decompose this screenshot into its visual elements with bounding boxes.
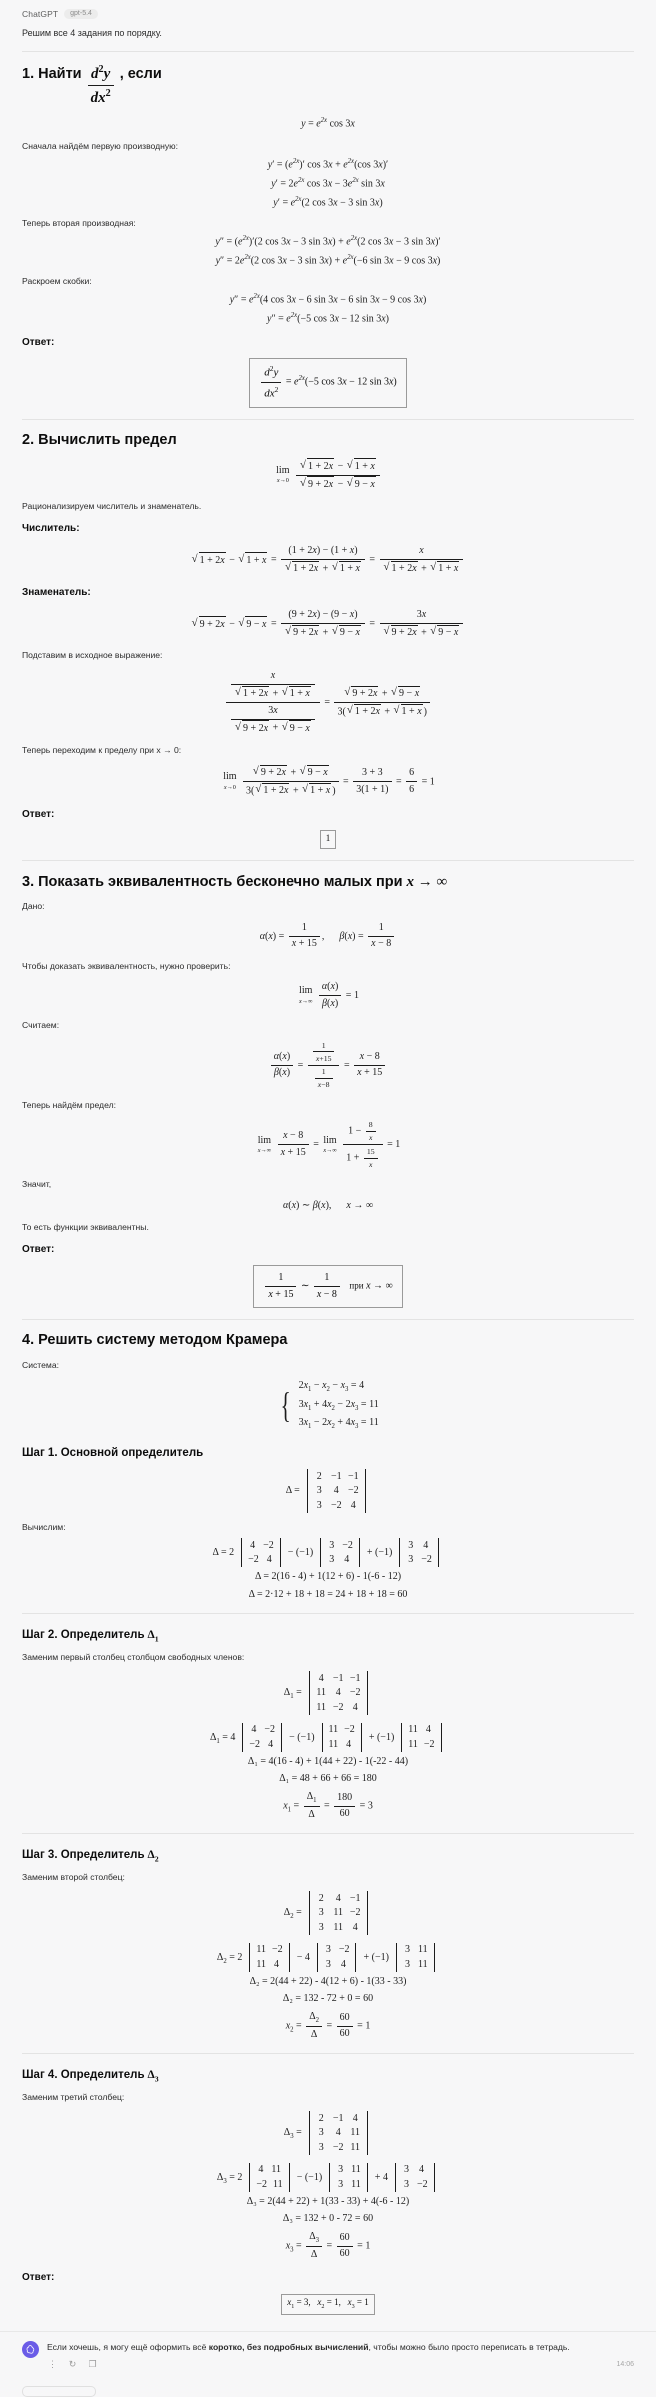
s4-delta2-matrix: $\Delta_2$ = 2 4 −1 3 11 −2 3 11 4 bbox=[22, 1891, 634, 1935]
s2-answer-label: Ответ: bbox=[22, 808, 55, 820]
s3-conclusion-label: То есть функции эквивалентны. bbox=[22, 1222, 149, 1233]
s3-compute-label: Считаем: bbox=[22, 1020, 60, 1031]
s2-answer-wrap bbox=[22, 830, 634, 849]
s1-expanded-b: $y'' = e^{2x}(-5$ cos 3x − 12 sin 3x) bbox=[266, 312, 390, 325]
s4-answer-label: Ответ: bbox=[22, 2272, 55, 2284]
message-timestamp: 14:06 bbox=[616, 2360, 634, 2368]
s4-step1-calc-label: Вычислим: bbox=[22, 1521, 66, 1532]
s3-equivalence-math: α(x) ∼ β(x), x → ∞ bbox=[283, 1199, 373, 1211]
s3-answer-box: $\frac{1}{x + 15}$ ∼ $\frac{1}{x - 8}$ при x → ∞ bbox=[253, 1265, 402, 1308]
matrix-delta bbox=[304, 1469, 369, 1513]
matrix-row bbox=[313, 2126, 364, 2141]
matrix-delta1 bbox=[306, 1671, 371, 1715]
matrix-row bbox=[311, 1469, 362, 1484]
matrix-row bbox=[313, 2111, 364, 2126]
composer-stub[interactable] bbox=[22, 2386, 96, 2397]
matrix-cell: 3 bbox=[316, 1499, 322, 1511]
s4-equation-3: $3x_1 - 2x_2 + 4x_3 = 11$ bbox=[298, 1416, 379, 1430]
footer-text-after: , чтобы можно было просто переписать в тетрадь. bbox=[368, 2341, 570, 2352]
s4-delta3-line2: Δ₃ = 132 + 0 - 72 = 60 bbox=[282, 2213, 374, 2225]
matrix-cell: 11 bbox=[333, 1907, 344, 1919]
regenerate-icon[interactable]: ↻ bbox=[68, 2359, 77, 2370]
matrix-cell: −1 bbox=[349, 1892, 361, 1904]
s1-answer-box: $\frac{d^2y}{dx^2}$ = $e^{2x}(-5$ cos 3x − 12 sin 3x) bbox=[249, 358, 407, 407]
s4-step2-heading: Шаг 2. Определитель $\Delta_1$ bbox=[22, 1629, 159, 1644]
s3-ratio-math: $\frac{\alpha(x)}{\beta(x)}$ = $\frac{\frac{1}{x+15}}{\frac{1}{x-8}}$ = $\frac{x - 8}{x + 15}$ bbox=[22, 1040, 634, 1091]
message-author: ChatGPT bbox=[22, 9, 59, 19]
s2-numerator-label: Числитель: bbox=[22, 522, 80, 534]
s4-step1-heading: Шаг 1. Основной определитель bbox=[22, 1446, 204, 1459]
s4-delta-line1: Δ = 2(16 - 4) + 1(12 + 6) - 1(-6 - 12) bbox=[254, 1571, 402, 1583]
s4-x3-result: $x_3$ = $\frac{\Delta_3}{\Delta}$ = $\frac{60}{60}$ = 1 bbox=[285, 2230, 371, 2260]
matrix-cell: 11 bbox=[333, 1921, 344, 1933]
s4-step3-heading-text: Шаг 3. Определитель bbox=[22, 1849, 145, 1862]
matrix-row bbox=[313, 2140, 364, 2155]
s1-given-function: $y = e^{2x}$ cos 3x bbox=[301, 116, 355, 130]
matrix-cell: 3 bbox=[318, 1921, 324, 1933]
matrix-row bbox=[313, 1686, 364, 1701]
s4-step3-heading: Шаг 3. Определитель $\Delta_2$ bbox=[22, 1849, 159, 1864]
s2-answer-box: 1 bbox=[320, 830, 337, 849]
s3-check-label: Чтобы доказать эквивалентность, нужно проверить: bbox=[22, 960, 231, 971]
matrix-cell: 4 bbox=[318, 1672, 324, 1684]
copy-icon[interactable]: ❐ bbox=[88, 2359, 97, 2370]
s2-denominator-label: Знаменатель: bbox=[22, 586, 91, 598]
s1-second-derivative-a: $y'' = (e^{2x})'(2$ cos 3x − 3 $\sin 3x) + e^{2x}(2$ cos 3x − 3 sin 3x)′ bbox=[215, 235, 441, 248]
s4-step3-label: Заменим второй столбец: bbox=[22, 1871, 125, 1882]
s3-given-functions: α(x) = $\frac{1}{x + 15}$ , β(x) = $\frac{1}{x - 8}$ bbox=[22, 921, 634, 952]
s1-answer-wrap bbox=[22, 358, 634, 407]
s2-limit-expression: lim x→0 √ 1 + 2x − √ 1 + x √ 9 + 2x − √ 9 − x bbox=[22, 458, 634, 492]
section-divider-2 bbox=[22, 419, 634, 420]
s4-x2-result: $x_2$ = $\frac{\Delta_2}{\Delta}$ = $\frac{60}{60}$ = 1 bbox=[285, 2010, 371, 2040]
s3-findlimit-label: Теперь найдём предел: bbox=[22, 1099, 116, 1110]
s1-first-derivative-b: $y' = 2e^{2x}$ $\cos 3x - 3e^{2x}$ sin 3x bbox=[271, 176, 385, 190]
section-divider-5 bbox=[22, 1613, 634, 1614]
section-divider-3 bbox=[22, 860, 634, 861]
matrix-cell: 4 bbox=[352, 1701, 358, 1713]
matrix-cell: 2 bbox=[318, 1892, 324, 1904]
s4-equation-1: $2x_1 - x_2 - x_3 = 4$ bbox=[298, 1380, 365, 1394]
section-divider-6 bbox=[22, 1833, 634, 1834]
footer-message bbox=[47, 2341, 634, 2353]
s4-delta1-line2: Δ₁ = 48 + 66 + 66 = 180 bbox=[279, 1773, 377, 1785]
s3-answer-suffix: при bbox=[349, 1280, 364, 1291]
matrix-cell: −2 bbox=[332, 1701, 344, 1713]
s2-denominator-math: √ 9 + 2x − √ 9 − x = (9 + 2x) − (9 − x) √ 9 + 2x + √ 9 − x = 3x √ 9 + 2x + √ 9 − x bbox=[22, 608, 634, 641]
section-1-heading-suffix: , если bbox=[119, 66, 162, 83]
s4-delta2-line1: Δ₂ = 2(44 + 22) - 4(12 + 6) - 1(33 - 33) bbox=[249, 1975, 407, 1987]
s3-limit-math: lim x→∞ $\frac{x - 8}{x + 15}$ = lim x→∞ 1 − $\frac{8}{x}$ 1 + $\frac{15}{x}$ = 1 bbox=[257, 1120, 401, 1170]
s4-system-math bbox=[22, 1379, 634, 1432]
matrix-cell: 4 bbox=[333, 1485, 339, 1497]
s4-answer-box: $x_1 = 3$, $x_2 = 1$, $x_3 = 1$ bbox=[281, 2294, 374, 2315]
s1-step3-label: Раскроем скобки: bbox=[22, 275, 92, 286]
s4-step2-heading-text: Шаг 2. Определитель bbox=[22, 1629, 145, 1642]
footer-text-before: Если хочешь, я могу ещё оформить всё bbox=[47, 2341, 209, 2352]
section-3-heading-text: 3. Показать эквивалентность бесконечно малых при bbox=[22, 873, 403, 890]
s4-delta1-line1: Δ₁ = 4(16 - 4) + 1(44 + 22) - 1(-22 - 44) bbox=[247, 1755, 409, 1767]
section-divider bbox=[22, 51, 634, 52]
matrix-cell: 11 bbox=[350, 2127, 361, 2139]
s4-delta3-expansion: $\Delta_3 = 2$ 4 11 −2 11 − (−1) 3 11 3 11 + 4 3 4 3 −2 bbox=[22, 2163, 634, 2192]
s2-numerator-math: √ 1 + 2x − √ 1 + x = (1 + 2x) − (1 + x) √ 1 + 2x + √ 1 + x = x √ 1 + 2x + √ 1 + x bbox=[22, 544, 634, 577]
section-divider-4 bbox=[22, 1319, 634, 1320]
matrix-row bbox=[313, 1671, 364, 1686]
matrix-cell: −2 bbox=[330, 1499, 342, 1511]
s4-system-label: Система: bbox=[22, 1359, 59, 1370]
s2-tolimit-label: Теперь переходим к пределу при x → 0: bbox=[22, 745, 182, 756]
s4-step2-label: Заменим первый столбец столбцом свободных членов: bbox=[22, 1652, 245, 1663]
s4-equation-2: $3x_1 + 4x_2 - 2x_3 = 11$ bbox=[298, 1398, 379, 1412]
matrix-cell: 4 bbox=[335, 2127, 341, 2139]
model-badge: gpt-5.4 bbox=[64, 9, 98, 20]
matrix-cell: −1 bbox=[349, 1672, 361, 1684]
s2-step1-label: Рационализируем числитель и знаменатель. bbox=[22, 501, 202, 512]
section-1-heading-prefix: 1. Найти bbox=[22, 66, 82, 83]
matrix-cell: −2 bbox=[349, 1907, 361, 1919]
section-2-heading: 2. Вычислить предел bbox=[22, 431, 177, 448]
matrix-cell: 11 bbox=[316, 1687, 327, 1699]
matrix-cell: 4 bbox=[335, 1892, 341, 1904]
s4-delta1-expansion: $\Delta_1 = 4$ 4 −2 −2 4 − (−1) 11 −2 11 4 + (−1) 11 4 11 −2 bbox=[22, 1723, 634, 1752]
s4-step4-label: Заменим третий столбец: bbox=[22, 2091, 125, 2102]
message-actions bbox=[47, 2359, 634, 2370]
s3-check-math: lim x→∞ $\frac{\alpha(x)}{\beta(x)}$ = 1 bbox=[299, 981, 359, 1009]
s4-answer-wrap bbox=[22, 2294, 634, 2315]
s4-x1-result: $x_1$ = $\frac{\Delta_1}{\Delta}$ = $\frac{180}{60}$ = 3 bbox=[283, 1790, 373, 1820]
s4-delta2-expansion: $\Delta_2 = 2$ 11 −2 11 4 − 4 3 −2 3 4 + (−1) 3 11 3 11 bbox=[22, 1943, 634, 1972]
s3-answer-wrap bbox=[22, 1265, 634, 1308]
section-divider-7 bbox=[22, 2053, 634, 2054]
matrix-cell: −2 bbox=[332, 2141, 344, 2153]
matrix-row bbox=[311, 1484, 362, 1499]
matrix-row bbox=[313, 1700, 364, 1715]
matrix-delta3 bbox=[306, 2111, 371, 2155]
s4-delta3-matrix: $\Delta_3$ = 2 −1 4 3 4 11 3 −2 11 bbox=[22, 2111, 634, 2155]
s2-substituted-math: x √ 1 + 2x + √ 1 + x 3x √ 9 + 2x + √ 9 − x = √ $\frac{9 + 2x + √ 9 - x}{3( √ 1 + 2x + √ 1 + x )}$ bbox=[22, 669, 634, 736]
matrix-cell: −2 bbox=[347, 1485, 359, 1497]
matrix-cell: 2 bbox=[318, 2112, 324, 2124]
s4-delta-expansion: Δ = 2 4 −2 −2 4 − (−1) 3 −2 3 4 + (−1) 3 4 3 −2 bbox=[22, 1538, 634, 1567]
message-footer bbox=[0, 2331, 656, 2380]
s4-delta-line2: Δ = 2·12 + 18 + 18 = 24 + 18 + 18 = 60 bbox=[248, 1588, 408, 1600]
matrix-cell: −1 bbox=[332, 2112, 344, 2124]
s1-first-derivative-c: $y' = e^{2x}(2$ cos 3x − 3 sin 3x) bbox=[273, 195, 383, 209]
s4-step4-heading-text: Шаг 4. Определитель bbox=[22, 2069, 145, 2082]
matrix-delta2 bbox=[306, 1891, 371, 1935]
section-4-heading: 4. Решить систему методом Крамера bbox=[22, 1332, 288, 1349]
matrix-cell: 4 bbox=[335, 1687, 341, 1699]
matrix-row bbox=[313, 1891, 364, 1906]
matrix-cell: −1 bbox=[332, 1672, 344, 1684]
more-options-icon[interactable]: ⋮ bbox=[48, 2359, 57, 2370]
matrix-cell: −1 bbox=[330, 1470, 342, 1482]
matrix-row bbox=[313, 1920, 364, 1935]
footer-body bbox=[47, 2340, 634, 2370]
s4-main-determinant: Δ = 2 −1 −1 3 4 −2 3 −2 4 bbox=[22, 1469, 634, 1513]
matrix-cell: 11 bbox=[350, 2141, 361, 2153]
section-1-heading bbox=[22, 63, 634, 108]
matrix-cell: 4 bbox=[352, 2112, 358, 2124]
second-derivative-notation: $\frac{d^2y}{dx^2}$ bbox=[88, 63, 114, 108]
intro-text: Решим все 4 задания по порядку. bbox=[22, 28, 162, 39]
footer-text-bold: коротко, без подробных вычислений bbox=[208, 2341, 369, 2352]
system-brace: { bbox=[280, 1384, 291, 1425]
s1-answer-label: Ответ: bbox=[22, 336, 55, 348]
s4-delta1-matrix: $\Delta_1$ = 4 −1 −1 11 4 −2 11 −2 4 bbox=[22, 1671, 634, 1715]
message-header bbox=[22, 8, 634, 20]
s3-means-label: Значит, bbox=[22, 1179, 52, 1190]
s4-delta3-line1: Δ₃ = 2(44 + 22) + 1(33 - 33) + 4(-6 - 12) bbox=[246, 2195, 410, 2207]
matrix-cell: 3 bbox=[318, 1907, 324, 1919]
s4-delta2-line2: Δ₂ = 132 - 72 + 0 = 60 bbox=[282, 1993, 374, 2005]
matrix-row bbox=[313, 1906, 364, 1921]
matrix-row bbox=[311, 1498, 362, 1513]
matrix-cell: 4 bbox=[352, 1921, 358, 1933]
s3-given-label: Дано: bbox=[22, 901, 45, 912]
s2-substitute-label: Подставим в исходное выражение: bbox=[22, 649, 163, 660]
s1-expanded-a: $y'' = e^{2x}(4$ cos 3x − 6 sin 3x − 6 sin 3x − 9 cos 3x) bbox=[229, 293, 427, 306]
s3-answer-label: Ответ: bbox=[22, 1243, 55, 1255]
matrix-cell: 2 bbox=[316, 1470, 322, 1482]
s1-step1-label: Сначала найдём первую производную: bbox=[22, 140, 179, 151]
matrix-cell: 3 bbox=[318, 2141, 324, 2153]
matrix-cell: 11 bbox=[316, 1701, 327, 1713]
matrix-cell: 3 bbox=[316, 1485, 322, 1497]
section-3-heading: 3. Показать эквивалентность бесконечно малых при x → ∞ bbox=[22, 872, 634, 893]
matrix-cell: −2 bbox=[349, 1687, 361, 1699]
matrix-cell: 4 bbox=[350, 1499, 356, 1511]
assistant-avatar-icon bbox=[22, 2341, 39, 2358]
s4-step4-heading: Шаг 4. Определитель $\Delta_3$ bbox=[22, 2069, 159, 2084]
s2-limit-evaluation: lim x→0 √ $\frac{9 + 2x + √ 9 - x}{3( √ 1 + 2x + √ 1 + x )}$ = $\frac{3 + 3}{3(1 + 1)}$ = $\frac{6}{6}$ = 1 bbox=[22, 765, 634, 799]
matrix-cell: −1 bbox=[347, 1470, 359, 1482]
matrix-cell: 3 bbox=[318, 2127, 324, 2139]
s1-second-derivative-b: $y'' = 2e^{2x}(2$ cos 3x − 3 $\sin 3x) + e^{2x}(-6$ sin 3x − 9 cos 3x) bbox=[215, 253, 441, 267]
s1-first-derivative-a: $y' = (e^{2x})'$ $\cos 3x + e^{2x}(\cos$ 3x)′ bbox=[267, 158, 389, 171]
s1-step2-label: Теперь вторая производная: bbox=[22, 217, 136, 228]
